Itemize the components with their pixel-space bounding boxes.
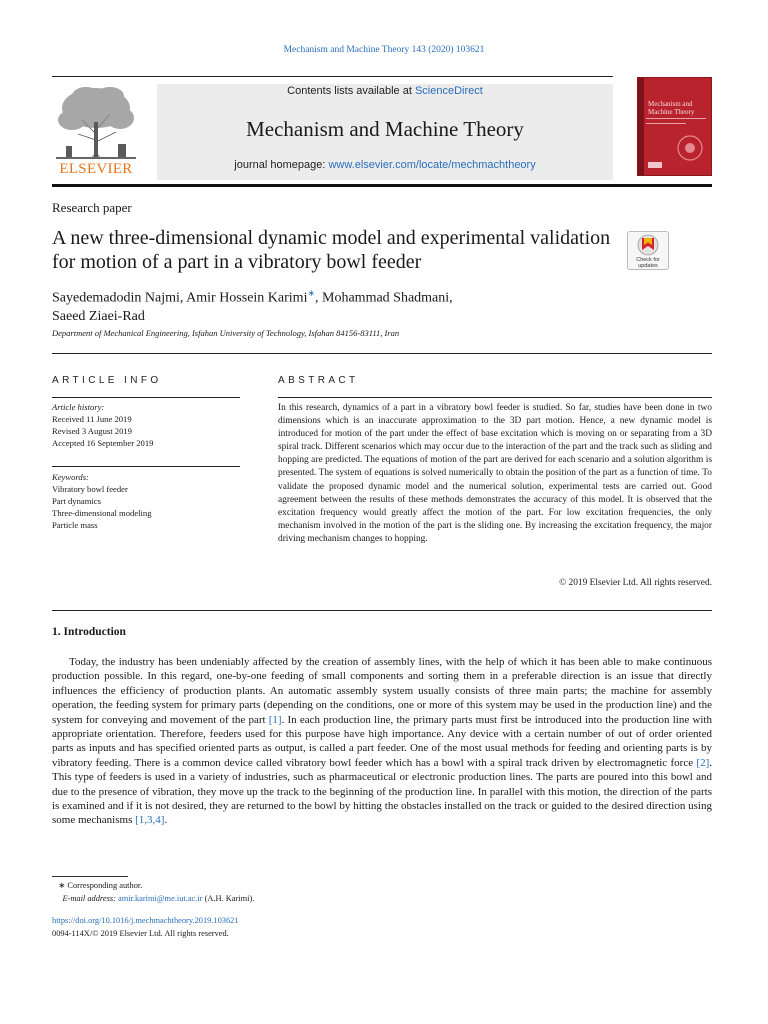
citation-link-3[interactable]: [1,3,4] <box>135 814 165 827</box>
keyword-item: Vibratory bowl feeder <box>52 484 128 494</box>
contents-line <box>157 85 613 97</box>
accepted-date: Accepted 16 September 2019 <box>52 438 154 448</box>
publication-info <box>52 915 239 940</box>
keyword-item: Particle mass <box>52 520 98 530</box>
footnote-rule <box>52 876 128 877</box>
keywords-block <box>52 471 152 531</box>
intro-text-part-4: . <box>164 814 168 827</box>
intro-text-part-1: Today, the industry has been undeniably affected by the creation of assembly lines, with the help of which it has been able to make continuous production possible. In this regard, one-by-one feeding of small components and sorting them in a preferable direction is an issue that directly influences the efficiency of production plants. An automatic assembly system usually consists of three main parts; the machine for assembly operation, the feeding system for primary parts (depending on the conditions, one or more of this system may be used in the production line) and the system for conveying and movement of the part <box>52 656 712 726</box>
journal-title: Mechanism and Machine Theory <box>246 117 524 141</box>
elsevier-tree-icon <box>52 84 140 160</box>
authors-line1-b: , Mohammad Shadmani, <box>315 290 453 306</box>
email-label: E-mail address: <box>62 893 118 903</box>
elsevier-wordmark: ELSEVIER <box>59 161 133 177</box>
citation-link-2[interactable]: [2] <box>696 756 710 769</box>
history-label: Article history: <box>52 402 105 412</box>
homepage-prefix: journal homepage: <box>234 159 329 171</box>
affiliation: Department of Mechanical Engineering, Isfahan University of Technology, Isfahan 84156-83111, Iran <box>52 328 400 338</box>
intro-text-part-2: . In each production line, the primary parts must first be introduced into the production line with appropriate orientation. Therefore, feeders used for this purpose have high importance. Any device with a certain number of out of order oriented parts as inputs and has specified oriented parts as output, is called a part feeder. One of the most usual methods for feeding and orienting parts is by vibratory feeding. There is a common device called vibratory bowl feeder which has a bowl with a spiral track driven by electromagnetic force <box>52 713 712 769</box>
doi-link[interactable]: https://doi.org/10.1016/j.mechmachtheory.2019.103621 <box>52 916 239 925</box>
abstract-text: In this research, dynamics of a part in a vibratory bowl feeder is studied. So far, studies have been done in two dimensions which is an inaccurate approximation to the 3D part motion. Hence, a new dynamic model is introduced for motion of the part under the effect of base excitation which is moving on or separating from a 3D spiral track. Different scenarios which may occur due to the interaction of the part and the track such as sliding and hopping are predicted. The equations of motion of the part are derived for each scenario and a solution algorithm is presented. The system of equations is solved numerically to obtain the position of the part as a function of time. To validate the proposed dynamic model and the numerical solution, experimental tests are carried out. Good agreement between the results of these methods demonstrates the accuracy of this model. It is observed that the excitation frequency would greatly affect the motion of the part. For low excitation frequencies, the only mechanism involved in the motion of the part is the sliding one. By increasing the excitation frequency, the major driving mechanism changes to hopping. <box>278 403 712 544</box>
author-list <box>52 284 612 326</box>
abstract-heading: ABSTRACT <box>278 375 359 386</box>
citation-link-1[interactable]: [1] <box>268 713 282 726</box>
paper-title: A new three-dimensional dynamic model and experimental validation for motion of a part in a vibratory bowl feeder <box>52 227 611 273</box>
abstract-end-rule <box>52 610 712 611</box>
header-rule <box>52 353 712 354</box>
journal-reference-link[interactable]: Mechanism and Machine Theory 143 (2020) 103621 <box>283 45 485 55</box>
elsevier-logo <box>52 84 140 176</box>
intro-text-part-3: . This type of feeders is used in a variety of industries, such as pharmaceutical or electronic production lines. The parts are poured into this bowl and due to the presence of vibration, they move up the track to the beginning of the production line. In parallel with this motion, the direction of the parts is examined and if it is not desired, they are returned to the bowl by hitting the obstacles installed on the track or guided to the desired direction using some mechanisms <box>52 756 712 827</box>
issn-copyright: 0094-114X/© 2019 Elsevier Ltd. All rights reserved. <box>52 928 229 938</box>
homepage-line <box>157 159 613 171</box>
masthead-rule <box>52 184 712 187</box>
introduction-heading: 1. Introduction <box>52 626 126 638</box>
article-info-heading: ARTICLE INFO <box>52 375 162 386</box>
corresponding-label: Corresponding author. <box>65 881 143 890</box>
article-history <box>52 401 153 449</box>
corresponding-author-mark[interactable]: ∗ <box>307 288 316 298</box>
check-for-updates-button[interactable] <box>627 231 669 270</box>
footnote-mark: ∗ <box>58 881 66 890</box>
journal-masthead <box>157 84 613 180</box>
keyword-item: Part dynamics <box>52 496 101 506</box>
received-date: Received 11 June 2019 <box>52 414 132 424</box>
cover-title: Mechanism and Machine Theory <box>648 100 695 116</box>
article-info-rule <box>52 397 240 398</box>
article-type: Research paper <box>52 200 132 215</box>
cover-decoration-icon <box>638 78 711 175</box>
crossmark-label: Check for updates <box>636 257 660 269</box>
keyword-item: Three-dimensional modeling <box>52 508 152 518</box>
keywords-rule <box>52 466 240 467</box>
keywords-label: Keywords: <box>52 472 89 482</box>
corresponding-author-note <box>52 880 254 893</box>
authors-line1-a: Sayedemadodin Najmi, Amir Hossein Karimi <box>52 290 308 306</box>
email-note <box>52 893 254 906</box>
revised-date: Revised 3 August 2019 <box>52 426 132 436</box>
journal-cover-thumbnail[interactable] <box>637 77 712 176</box>
authors-line2: Saeed Ziaei-Rad <box>52 308 145 324</box>
sciencedirect-link[interactable]: ScienceDirect <box>414 85 483 97</box>
footnotes <box>52 880 254 905</box>
contents-prefix: Contents lists available at <box>287 85 415 97</box>
abstract-rule <box>278 397 712 398</box>
abstract-copyright: © 2019 Elsevier Ltd. All rights reserved. <box>559 578 712 588</box>
email-owner: (A.H. Karimi). <box>202 893 255 903</box>
top-rule <box>52 76 613 77</box>
journal-homepage-link[interactable]: www.elsevier.com/locate/mechmachtheory <box>328 159 536 171</box>
introduction-paragraph <box>52 655 712 828</box>
email-link[interactable]: amir.karimi@me.iut.ac.ir <box>118 893 203 903</box>
crossmark-icon <box>628 233 668 259</box>
